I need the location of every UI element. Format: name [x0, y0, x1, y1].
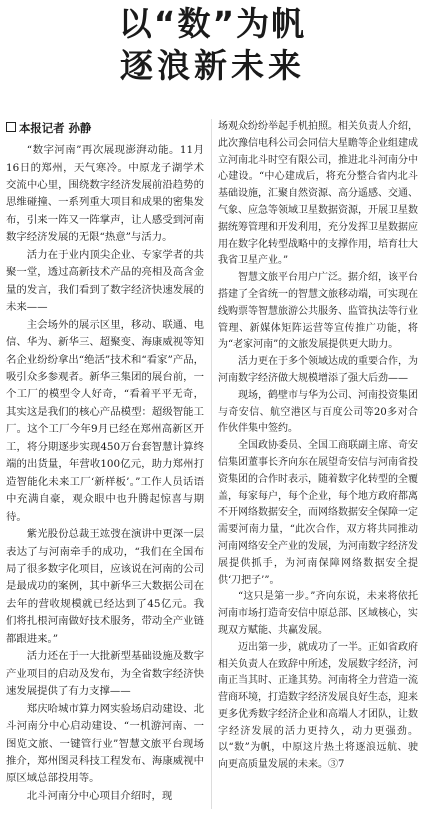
paragraph: 全国政协委员、全国工商联副主席、奇安信集团董事长齐向东在展望奇安信与河南省投资集团的合作时表示，随着数字化转型的全覆盖，每家每户，每个企业，每个地方政府都离不开网络数据安全，而网络数据安全保障一定需要河南力量，“此次合作，双方将共同推动河南网络安全产业的发展，为河南数字经济发展提供抓手，为河南保障网络数据安全提供‘刀把子’”。	[218, 440, 418, 586]
paragraph: 活力更在于多个领域达成的重要合作，为河南数字经济做大规模增添了强大后劲——	[218, 356, 418, 384]
paragraph: 迈出第一步，就成功了一半。正如省政府相关负责人在致辞中所述，发展数字经济，河南正当其时、正逢其势。河南将全力营造一流营商环境，打造数字经济发展良好生态，迎来更多优秀数字经济企业和高端人才团队，让数字经济发展的活力更持久，动力更强劲。以“数”为帆，中原这片热土将逐浪远航、驶向更高质量发展的未来。③7	[218, 641, 418, 771]
paragraph: “数字河南”再次展现澎湃动能。11月16日的郑州，天气寒冷。中原龙子湖学术交流中心里，围绕数字经济发展前沿趋势的思维碰撞、一系列重大项目和成果的密集发布，引来一阵又一阵掌声，让人感受到河南数字经济发展的无限“热意”与活力。	[6, 144, 204, 244]
left-column	[6, 119, 204, 805]
paragraph: 现场，鹤壁市与华为公司、河南投资集团与奇安信、航空港区与百度公司等20多对合作伙伴集中签约。	[218, 389, 418, 435]
headline-line-2: 逐浪新未来	[120, 46, 305, 85]
paragraph: 北斗河南分中心项目介绍时，现	[26, 789, 173, 802]
paragraph: 郑庆哈城市算力网实验场启动建设、北斗河南分中心启动建设、“一机游河南、一图览文旅、一键管行业”智慧文旅平台现场推介，郑州图灵科技工程发布、海康威视中原区域总部投用等。	[6, 702, 204, 785]
paragraph: 场观众纷纷举起手机拍照。相关负责人介绍，此次豫信电科公司会同信大星瞻等企业组建成立河南北斗时空有限公司，推进北斗河南分中心建设。“中心建成后，将充分整合省内北斗基础设施，汇聚自然资源、高分遥感、交通、气象、应急等领域卫星数据资源，开展卫星数据统筹管理和开发利用，充分发挥卫星数据应用在数字化转型战略中的支撑作用，培育壮大我省卫星产业。”	[218, 121, 418, 267]
headline-line-1: 以“数”为帆	[118, 4, 307, 43]
byline-text: 本报记者 孙静	[19, 121, 92, 135]
paragraph: “这只是第一步。”齐向东说，未来将依托河南市场打造奇安信中原总部、区域核心，实现双方赋能、共赢发展。	[218, 591, 418, 636]
byline	[6, 119, 204, 138]
right-column	[218, 119, 418, 774]
box-icon	[6, 122, 16, 132]
column-divider	[211, 119, 212, 809]
paragraph: 活力还在于一大批新型基础设施及数字产业项目的启动及发布，为全省数字经济快速发展提供了有力支撑——	[6, 650, 204, 698]
paragraph: 智慧文旅平台用户广泛。据介绍，该平台搭建了全省统一的智慧文旅移动端，可实现在线购票等智慧旅游公共服务、监管执法等行业管理、新媒体矩阵运营等宣传推广功能，将为“老家河南”的文旅发展提供更大助力。	[218, 272, 418, 351]
paragraph: 主会场外的展示区里，移动、联通、电信、华为、新华三、超聚变、海康威视等知名企业纷纷拿出“绝活”技术和“看家”产品，吸引众多参观者。新华三集团的展台前，一个工厂的模型令人好奇，“看着平平无奇，其实这是我们的核心产品模型：超级智能工厂。这个工厂今年9月已经在郑州高新区开工，将分期逐步实现450万台套智慧计算终端的出货量，年营收100亿元，助力郑州打造智能化未来工厂‘新样板’。”工作人员话语中充满自豪，观众眼中也升腾起惊喜与期待。	[6, 318, 204, 523]
paragraph: 紫光股份总裁王竑弢在演讲中更深一层表达了与河南牵手的成功，“我们在全国布局了很多数字化项目，应该说在河南的公司是最成功的案例，其中新华三大数据公司在去年的营收规模就已经达到了45亿元。我们将扎根河南做好技术服务，带动全产业链都跟进来。”	[6, 528, 204, 645]
paragraph: 活力在于业内顶尖企业、专家学者的共聚一堂，透过高新技术产品的亮相及高含金量的发言，我们看到了数字经济快速发展的未来——	[6, 248, 204, 314]
article-headline	[0, 4, 425, 86]
